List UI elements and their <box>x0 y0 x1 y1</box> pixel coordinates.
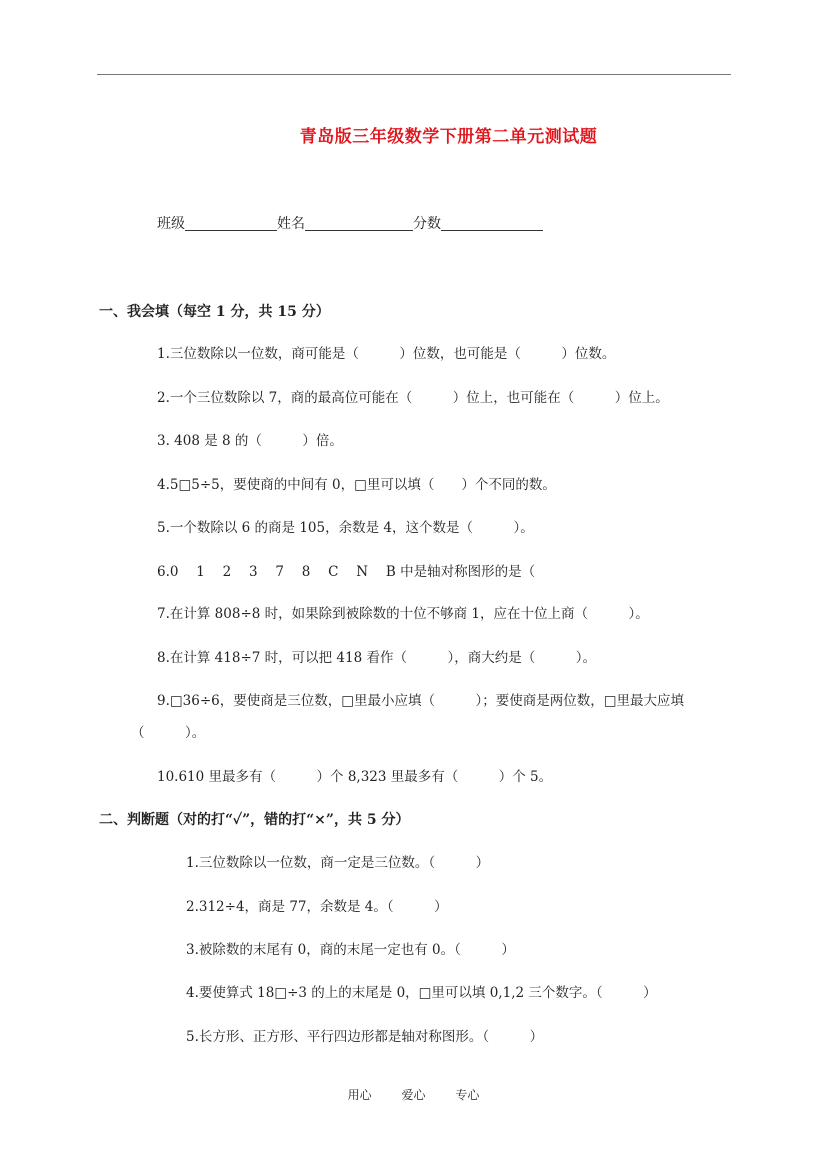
question-1-10: 10.610 里最多有（ ）个 8,323 里最多有（ ）个 5。 <box>157 769 553 785</box>
score-blank[interactable] <box>441 216 543 231</box>
footer-word-3: 专心 <box>455 1088 480 1102</box>
question-2-4: 4.要使算式 18□÷3 的上的末尾是 0，□里可以填 0,1,2 三个数字。（ ） <box>186 985 657 1001</box>
question-1-2: 2.一个三位数除以 7，商的最高位可能在（ ）位上，也可能在（ ）位上。 <box>157 390 669 406</box>
student-info-row <box>157 215 543 233</box>
question-1-1: 1.三位数除以一位数，商可能是（ ）位数，也可能是（ ）位数。 <box>157 346 616 362</box>
footer-word-2: 爱心 <box>401 1088 426 1102</box>
section-heading-fill: 一、我会填（每空 1 分，共 15 分） <box>99 304 330 320</box>
section-heading-judge: 二、判断题（对的打“✓”，错的打“×”，共 5 分） <box>99 812 410 828</box>
question-1-6: 6.0 1 2 3 7 8 C N B 中是轴对称图形的是（ <box>157 564 536 580</box>
footer-word-1: 用心 <box>347 1088 372 1102</box>
question-2-2: 2.312÷4，商是 77，余数是 4。（ ） <box>186 899 448 915</box>
question-1-9: 9.□36÷6，要使商是三位数，□里最小应填（ ）；要使商是两位数，□里最大应填 <box>157 693 684 709</box>
question-1-5: 5.一个数除以 6 的商是 105，余数是 4，这个数是（ ）。 <box>157 520 534 536</box>
page-footer <box>0 1086 827 1103</box>
header-rule <box>97 74 731 75</box>
name-blank[interactable] <box>305 216 413 231</box>
question-2-5: 5.长方形、正方形、平行四边形都是轴对称图形。（ ） <box>186 1029 544 1045</box>
question-2-3: 3.被除数的末尾有 0，商的末尾一定也有 0。（ ） <box>186 942 515 958</box>
class-blank[interactable] <box>185 216 277 231</box>
question-1-7: 7.在计算 808÷8 时，如果除到被除数的十位不够商 1，应在十位上商（ ）。 <box>157 606 649 622</box>
question-1-9-continued: （ ）。 <box>131 725 206 741</box>
question-1-8: 8.在计算 418÷7 时，可以把 418 看作（ ），商大约是（ ）。 <box>157 650 596 666</box>
question-1-4: 4.5□5÷5，要使商的中间有 0，□里可以填（ ）个不同的数。 <box>157 477 556 493</box>
class-label: 班级 <box>157 216 185 232</box>
page-title: 青岛版三年级数学下册第二单元测试题 <box>299 127 598 147</box>
score-label: 分数 <box>413 216 441 232</box>
question-1-3: 3. 408 是 8 的（ ）倍。 <box>157 433 343 449</box>
question-2-1: 1.三位数除以一位数，商一定是三位数。（ ） <box>186 855 490 871</box>
name-label: 姓名 <box>277 216 305 232</box>
